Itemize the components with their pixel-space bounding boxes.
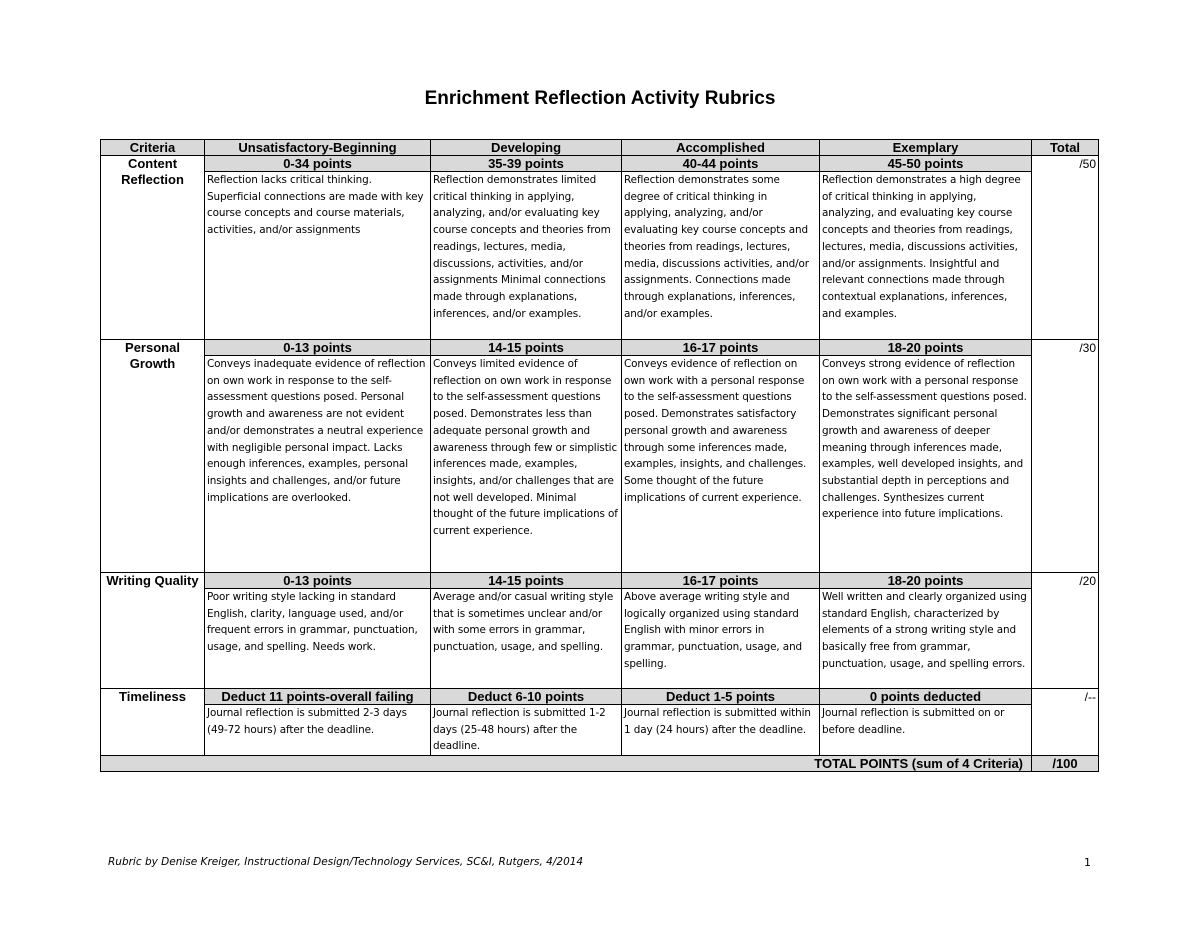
header-total: Total <box>1032 140 1099 156</box>
points-cell: 14-15 points <box>431 573 622 589</box>
header-unsatisfactory: Unsatisfactory-Beginning <box>205 140 431 156</box>
points-cell: 0-13 points <box>205 573 431 589</box>
description-cell: Conveys evidence of reflection on own work with a personal response to the self-assessment questions posed. Demonstrates satisfactory personal growth and awareness through some inferences made, examples, insights, and challenges. Some thought of the future implications of current experience. <box>622 356 820 573</box>
points-cell: Deduct 11 points-overall failing <box>205 689 431 705</box>
points-cell: 18-20 points <box>820 340 1032 356</box>
points-row-writing-quality <box>101 573 1099 589</box>
criteria-content-reflection: Content Reflection <box>101 156 205 340</box>
criteria-personal-growth: Personal Growth <box>101 340 205 573</box>
description-cell: Journal reflection is submitted within 1 day (24 hours) after the deadline. <box>622 705 820 756</box>
document-title: Enrichment Reflection Activity Rubrics <box>424 88 776 109</box>
description-cell: Well written and clearly organized using standard English, characterized by elements of a strong writing style and basically free from grammar, punctuation, usage, and spelling errors. <box>820 589 1032 689</box>
description-cell: Conveys limited evidence of reflection on own work in response to the self-assessment questions posed. Demonstrates less than adequate personal growth and awareness through few or simplistic inferences made, examples, insights, and/or challenges that are not well developed. Minimal thought of the future implications of current experience. <box>431 356 622 573</box>
total-points-row <box>101 756 1099 772</box>
points-cell: 45-50 points <box>820 156 1032 172</box>
description-cell: Journal reflection is submitted 1-2 days (25-48 hours) after the deadline. <box>431 705 622 756</box>
header-row <box>101 140 1099 156</box>
description-row-writing-quality <box>101 589 1099 689</box>
points-cell: 0 points deducted <box>820 689 1032 705</box>
description-cell: Reflection lacks critical thinking. Superficial connections are made with key course concepts and course materials, activities, and/or assignments <box>205 172 431 340</box>
description-cell: Reflection demonstrates a high degree of critical thinking in applying, analyzing, and evaluating key course concepts and theories from readings, lectures, media, discussions activities, and/or assignments. Insightful and relevant connections made through contextual explanations, inferences, and examples. <box>820 172 1032 340</box>
total-points-value: /100 <box>1032 756 1099 772</box>
points-cell: 0-13 points <box>205 340 431 356</box>
description-cell: Reflection demonstrates some degree of critical thinking in applying, analyzing, and/or evaluating key course concepts and theories from readings, lectures, media, discussions activities, and/or assignments. Connections made through explanations, inferences, and/or examples. <box>622 172 820 340</box>
header-exemplary: Exemplary <box>820 140 1032 156</box>
description-cell: Average and/or casual writing style that is sometimes unclear and/or with some errors in grammar, punctuation, usage, and spelling. <box>431 589 622 689</box>
points-cell: Deduct 6-10 points <box>431 689 622 705</box>
total-points-label: TOTAL POINTS (sum of 4 Criteria) <box>101 756 1032 772</box>
description-cell: Conveys inadequate evidence of reflection on own work in response to the self-assessment questions posed. Personal growth and awareness are not evident and/or demonstrates a neutral experience with negligible personal impact. Lacks enough inferences, examples, personal insights and challenges, and/or future implications are overlooked. <box>205 356 431 573</box>
description-cell: Above average writing style and logically organized using standard English with minor errors in grammar, punctuation, usage, and spelling. <box>622 589 820 689</box>
total-cell: /30 <box>1032 340 1099 573</box>
description-cell: Poor writing style lacking in standard English, clarity, language used, and/or frequent errors in grammar, punctuation, usage, and spelling. Needs work. <box>205 589 431 689</box>
rubric-table <box>100 139 1099 772</box>
points-cell: 16-17 points <box>622 573 820 589</box>
points-row-personal-growth <box>101 340 1099 356</box>
points-cell: 18-20 points <box>820 573 1032 589</box>
points-cell: 16-17 points <box>622 340 820 356</box>
total-cell: /20 <box>1032 573 1099 689</box>
total-cell: /50 <box>1032 156 1099 340</box>
points-cell: 14-15 points <box>431 340 622 356</box>
criteria-timeliness: Timeliness <box>101 689 205 756</box>
points-row-content-reflection <box>101 156 1099 172</box>
description-cell: Conveys strong evidence of reflection on own work with a personal response to the self-assessment questions posed. Demonstrates significant personal growth and awareness of deeper meaning through inferences made, examples, well developed insights, and substantial depth in perceptions and challenges. Synthesizes current experience into future implications. <box>820 356 1032 573</box>
description-row-content-reflection <box>101 172 1099 340</box>
description-cell: Journal reflection is submitted on or before deadline. <box>820 705 1032 756</box>
description-cell: Reflection demonstrates limited critical thinking in applying, analyzing, and/or evaluating key course concepts and theories from readings, lectures, media, discussions, activities, and/or assignments Minimal connections made through explanations, inferences, and/or examples. <box>431 172 622 340</box>
criteria-writing-quality: Writing Quality <box>101 573 205 689</box>
points-row-timeliness <box>101 689 1099 705</box>
total-cell: /-- <box>1032 689 1099 756</box>
points-cell: Deduct 1-5 points <box>622 689 820 705</box>
points-cell: 35-39 points <box>431 156 622 172</box>
points-cell: 40-44 points <box>622 156 820 172</box>
description-row-personal-growth <box>101 356 1099 573</box>
header-criteria: Criteria <box>101 140 205 156</box>
description-row-timeliness <box>101 705 1099 756</box>
page-number: 1 <box>1084 856 1091 869</box>
header-developing: Developing <box>431 140 622 156</box>
description-cell: Journal reflection is submitted 2-3 days (49-72 hours) after the deadline. <box>205 705 431 756</box>
header-accomplished: Accomplished <box>622 140 820 156</box>
footer-credit: Rubric by Denise Kreiger, Instructional Design/Technology Services, SC&I, Rutgers, 4/2014 <box>108 856 584 868</box>
points-cell: 0-34 points <box>205 156 431 172</box>
